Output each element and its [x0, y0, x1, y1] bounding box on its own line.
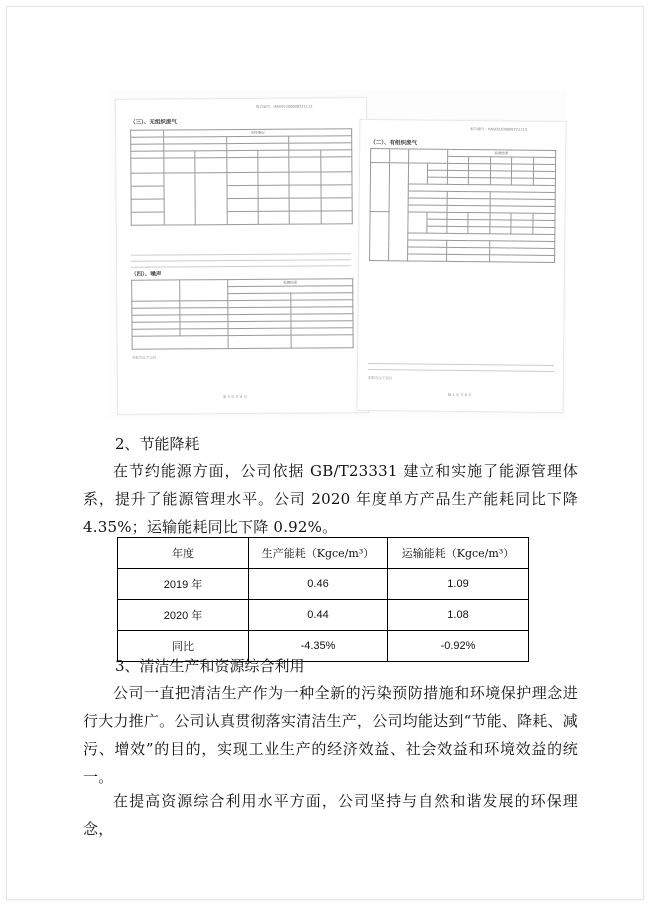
table-cell: 1.09: [388, 569, 529, 600]
paragraph-text: 在节约能源方面，公司依据 GB/T23331 建立和实施了能源管理体系，提升了能源管理水平。公司 2020 年度单方产品生产能耗同比下降 4.35%；运输能耗同比下降 0.92%。: [83, 462, 578, 536]
clean-production-paragraph: [83, 679, 578, 791]
table-row: [118, 569, 529, 600]
header-cell: 运输能耗（Kgce/m³）: [388, 538, 529, 569]
table-cell: -0.92%: [388, 631, 529, 662]
scan-table-noise: 检测结果: [131, 278, 353, 350]
table-cell: 1.08: [388, 600, 529, 631]
energy-saving-paragraph: [83, 457, 578, 541]
table-cell: 0.46: [249, 569, 388, 600]
resource-utilization-paragraph: [83, 787, 578, 843]
scan-notes-2: [368, 358, 554, 372]
end-note: 本报告以下空白: [131, 355, 157, 360]
end-note: 本报告以下空白: [367, 376, 393, 381]
scanned-report-image: [108, 90, 566, 420]
table-cell: 0.44: [249, 600, 388, 631]
scan-table-organized-gas: 检测结果: [369, 148, 556, 263]
table-cell: 2019 年: [118, 569, 249, 600]
report-number: 报告编号：HASO2200608721113: [470, 127, 527, 132]
report-number: 报告编号：HASO2200608721113: [255, 104, 313, 109]
table-cell: 同比: [118, 631, 249, 662]
energy-consumption-table: [117, 537, 529, 662]
section-label-organized-gas: （二）、有组织废气: [370, 140, 418, 147]
scanned-page-left: [115, 97, 369, 415]
header-cell: 生产能耗（Kgce/m³）: [249, 538, 388, 569]
table-cell: -4.35%: [249, 631, 388, 662]
scanned-page-right: [356, 119, 566, 413]
paragraph-text: 在提高资源综合利用水平方面，公司坚持与自然和谐发展的环保理念，: [83, 792, 578, 838]
table-row: [118, 600, 529, 631]
section-heading-clean-production: 3、清洁生产和资源综合利用: [115, 657, 305, 675]
scan-table-unorganized-gas: 采样情况: [130, 128, 353, 226]
page-footer: 第 5 页 共 6 页: [222, 394, 248, 400]
table-cell: 2020 年: [118, 600, 249, 631]
section-label-noise: （四）、噪声: [131, 271, 162, 278]
header-cell: 年度: [118, 538, 249, 569]
scan-notes-1: [131, 248, 351, 268]
page-footer: 第 4 页 共 6 页: [447, 392, 472, 398]
section-label-unorganized-gas: （三）、无组织废气: [130, 119, 177, 126]
paragraph-text: 公司一直把清洁生产作为一种全新的污染预防措施和环境保护理念进行大力推广。公司认真贯彻落实清洁生产，公司均能达到“节能、降耗、减污、增效”的目的，实现工业生产的经济效益、社会效益和环境效益的统一。: [83, 684, 578, 786]
section-heading-energy-saving: 2、节能降耗: [115, 435, 200, 453]
table-header-row: [118, 538, 529, 569]
